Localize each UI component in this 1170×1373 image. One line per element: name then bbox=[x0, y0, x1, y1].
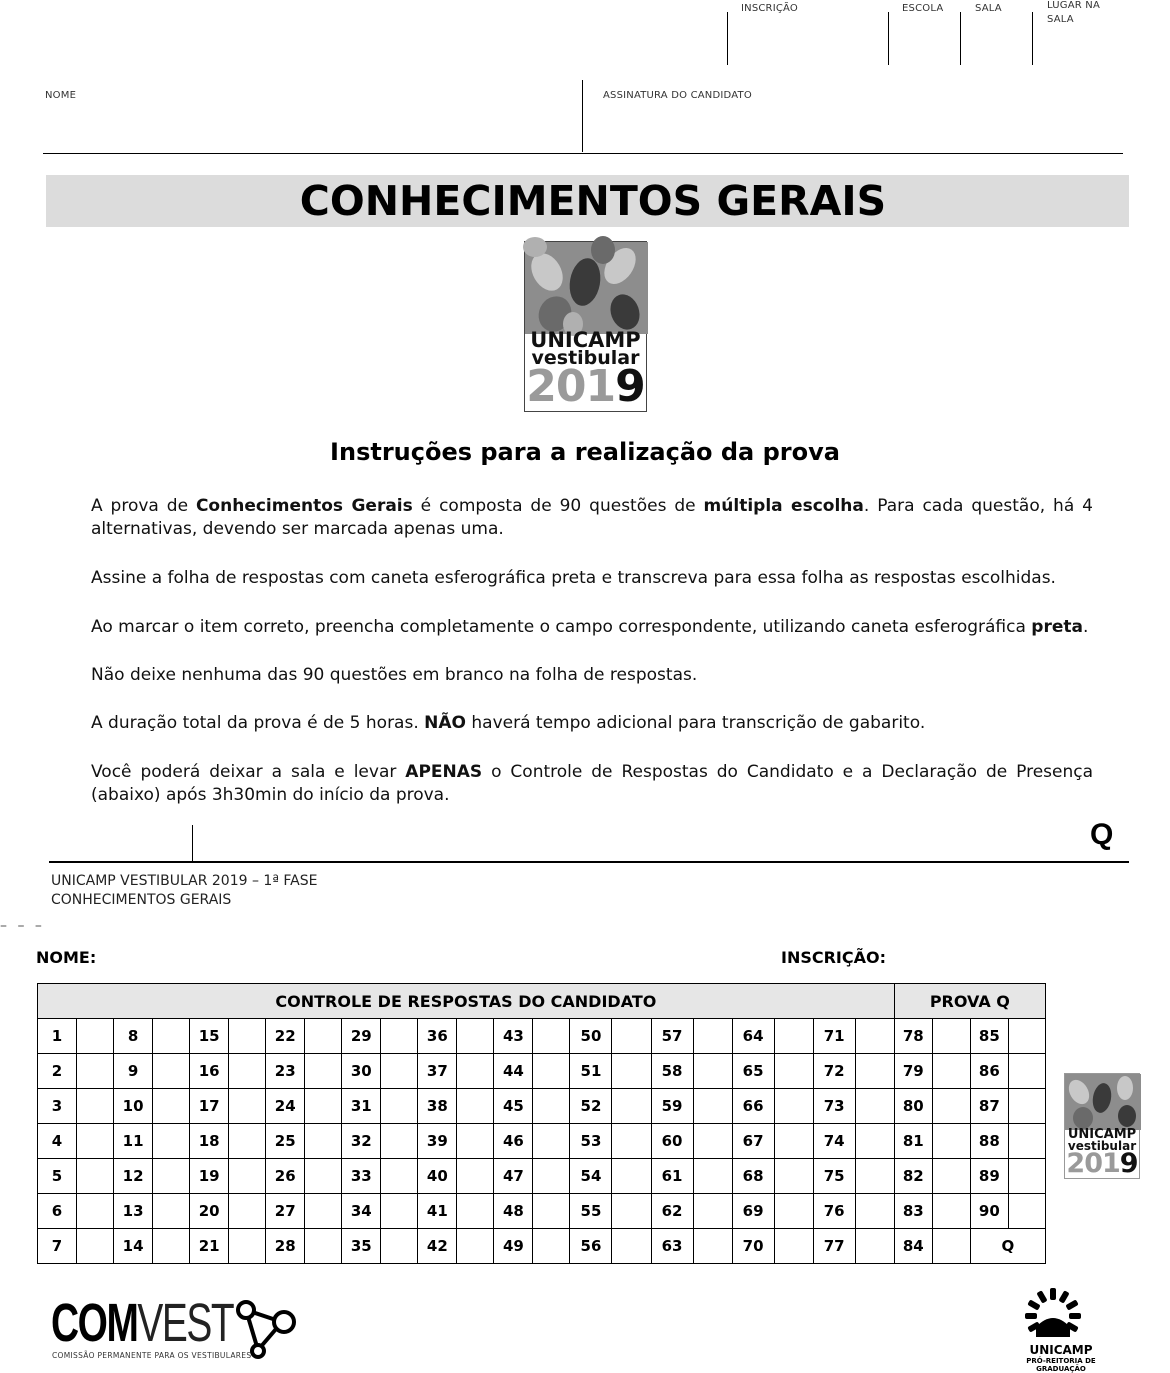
question-number: 51 bbox=[570, 1054, 612, 1089]
question-number: 77 bbox=[813, 1229, 855, 1264]
assinatura-label: ASSINATURA DO CANDIDATO bbox=[603, 90, 752, 101]
logo-year-prefix: 201 bbox=[526, 361, 616, 412]
answer-cell[interactable] bbox=[774, 1019, 813, 1054]
answer-cell[interactable] bbox=[612, 1194, 651, 1229]
question-number: 86 bbox=[970, 1054, 1008, 1089]
question-number: 56 bbox=[570, 1229, 612, 1264]
answer-cell[interactable] bbox=[533, 1089, 570, 1124]
question-number: 54 bbox=[570, 1159, 612, 1194]
answer-cell[interactable] bbox=[855, 1194, 894, 1229]
question-number: 78 bbox=[894, 1019, 932, 1054]
table-row bbox=[38, 1229, 1046, 1264]
text-run-bold: NÃO bbox=[424, 713, 466, 733]
question-number: 90 bbox=[970, 1194, 1008, 1229]
escola-label: ESCOLA bbox=[902, 3, 944, 14]
question-number: 71 bbox=[813, 1019, 855, 1054]
answer-cell[interactable] bbox=[693, 1124, 732, 1159]
logo-year bbox=[1065, 1150, 1139, 1178]
question-number: 20 bbox=[190, 1194, 229, 1229]
table-row bbox=[38, 1019, 1046, 1054]
question-number: 50 bbox=[570, 1019, 612, 1054]
divider bbox=[888, 12, 889, 65]
answer-cell[interactable] bbox=[612, 1229, 651, 1264]
version-rule bbox=[49, 861, 1129, 863]
text-run: A duração total da prova é de 5 horas. bbox=[91, 713, 425, 733]
question-number: 30 bbox=[342, 1054, 381, 1089]
version-letter: Q bbox=[1090, 818, 1114, 851]
instruction-paragraph-1 bbox=[91, 495, 1093, 541]
question-number: 11 bbox=[114, 1124, 153, 1159]
answer-cell[interactable] bbox=[229, 1229, 266, 1264]
answer-cell[interactable] bbox=[612, 1019, 651, 1054]
question-number: 23 bbox=[266, 1054, 305, 1089]
form-nome-label: NOME: bbox=[36, 948, 97, 967]
answer-cell[interactable] bbox=[229, 1054, 266, 1089]
question-number: 60 bbox=[651, 1124, 693, 1159]
question-number: 68 bbox=[732, 1159, 774, 1194]
answer-cell[interactable] bbox=[774, 1194, 813, 1229]
answer-cell[interactable] bbox=[1008, 1019, 1045, 1054]
instructions-heading: Instruções para a realização da prova bbox=[330, 438, 840, 466]
answer-cell[interactable] bbox=[381, 1229, 418, 1264]
question-number: 44 bbox=[494, 1054, 533, 1089]
question-number: 36 bbox=[418, 1019, 457, 1054]
question-number: 9 bbox=[114, 1054, 153, 1089]
answer-cell[interactable] bbox=[533, 1054, 570, 1089]
question-number: 29 bbox=[342, 1019, 381, 1054]
logo-year bbox=[525, 361, 646, 412]
inscricao-label: INSCRIÇÃO bbox=[741, 3, 798, 14]
answer-cell[interactable] bbox=[774, 1159, 813, 1194]
text-run: haverá tempo adicional para transcrição de gabarito. bbox=[465, 713, 926, 733]
unicamp-seal-name: UNICAMP bbox=[1029, 1343, 1093, 1357]
answer-cell[interactable] bbox=[457, 1089, 494, 1124]
divider bbox=[1032, 12, 1033, 65]
question-number: 47 bbox=[494, 1159, 533, 1194]
answer-cell[interactable] bbox=[533, 1194, 570, 1229]
question-number: 17 bbox=[190, 1089, 229, 1124]
question-number: 83 bbox=[894, 1194, 932, 1229]
question-number: 61 bbox=[651, 1159, 693, 1194]
question-number: 59 bbox=[651, 1089, 693, 1124]
table-row bbox=[38, 1054, 1046, 1089]
answer-cell[interactable] bbox=[153, 1124, 190, 1159]
answer-cell[interactable] bbox=[932, 1124, 970, 1159]
question-number: 18 bbox=[190, 1124, 229, 1159]
logo-year-suffix: 9 bbox=[615, 361, 645, 412]
unicamp-seal-subtitle: PRÓ-REITORIA DE GRADUAÇÃO bbox=[1026, 1357, 1096, 1373]
answer-cell[interactable] bbox=[153, 1229, 190, 1264]
answer-cell[interactable] bbox=[305, 1194, 342, 1229]
question-number: 58 bbox=[651, 1054, 693, 1089]
question-number: 39 bbox=[418, 1124, 457, 1159]
answer-cell[interactable] bbox=[533, 1124, 570, 1159]
text-run-bold: Conhecimentos Gerais bbox=[195, 496, 413, 516]
unicamp-vestibular-logo bbox=[524, 241, 647, 412]
answer-cell[interactable] bbox=[1008, 1124, 1045, 1159]
answer-cell[interactable] bbox=[153, 1159, 190, 1194]
question-number: 4 bbox=[38, 1124, 77, 1159]
question-number: 57 bbox=[651, 1019, 693, 1054]
answer-cell[interactable] bbox=[77, 1124, 114, 1159]
question-number: 82 bbox=[894, 1159, 932, 1194]
comvest-bold: COM bbox=[51, 1293, 138, 1353]
table-row bbox=[38, 1089, 1046, 1124]
question-number: 8 bbox=[114, 1019, 153, 1054]
question-number: 48 bbox=[494, 1194, 533, 1229]
question-number: 80 bbox=[894, 1089, 932, 1124]
hands-icon bbox=[525, 242, 648, 334]
answer-cell[interactable] bbox=[381, 1159, 418, 1194]
answer-cell[interactable] bbox=[1008, 1089, 1045, 1124]
answer-cell[interactable] bbox=[381, 1019, 418, 1054]
question-number: 19 bbox=[190, 1159, 229, 1194]
question-number: 12 bbox=[114, 1159, 153, 1194]
cut-line: – – – bbox=[0, 918, 45, 934]
version-cell: Q bbox=[970, 1229, 1045, 1264]
text-run: o Controle de Respostas do Candidato e a Declaração de Presença (abaixo) após 3h30min do início da prova. bbox=[91, 762, 1094, 805]
answer-cell[interactable] bbox=[457, 1194, 494, 1229]
answer-cell[interactable] bbox=[932, 1019, 970, 1054]
unicamp-seal-icon bbox=[1024, 1287, 1082, 1343]
answer-cell[interactable] bbox=[457, 1229, 494, 1264]
question-number: 7 bbox=[38, 1229, 77, 1264]
exam-subject-label: CONHECIMENTOS GERAIS bbox=[51, 892, 232, 908]
answer-cell[interactable] bbox=[533, 1159, 570, 1194]
question-number: 42 bbox=[418, 1229, 457, 1264]
question-number: 73 bbox=[813, 1089, 855, 1124]
question-number: 45 bbox=[494, 1089, 533, 1124]
answer-cell[interactable] bbox=[381, 1194, 418, 1229]
answer-cell[interactable] bbox=[774, 1124, 813, 1159]
logo-unicamp-text: UNICAMP bbox=[530, 328, 641, 352]
question-number: 37 bbox=[418, 1054, 457, 1089]
question-number: 69 bbox=[732, 1194, 774, 1229]
answer-cell[interactable] bbox=[381, 1089, 418, 1124]
answer-cell[interactable] bbox=[855, 1159, 894, 1194]
question-number: 27 bbox=[266, 1194, 305, 1229]
divider bbox=[960, 12, 961, 65]
answer-cell[interactable] bbox=[77, 1054, 114, 1089]
question-number: 75 bbox=[813, 1159, 855, 1194]
answer-cell[interactable] bbox=[305, 1089, 342, 1124]
answer-cell[interactable] bbox=[305, 1019, 342, 1054]
lugar-label-line1: LUGAR NA bbox=[1047, 0, 1101, 11]
question-number: 46 bbox=[494, 1124, 533, 1159]
answer-cell[interactable] bbox=[153, 1089, 190, 1124]
question-number: 24 bbox=[266, 1089, 305, 1124]
question-number: 13 bbox=[114, 1194, 153, 1229]
question-number: 85 bbox=[970, 1019, 1008, 1054]
answer-cell[interactable] bbox=[229, 1089, 266, 1124]
question-number: 33 bbox=[342, 1159, 381, 1194]
question-number: 52 bbox=[570, 1089, 612, 1124]
question-number: 74 bbox=[813, 1124, 855, 1159]
table-row bbox=[38, 1159, 1046, 1194]
answer-cell[interactable] bbox=[305, 1054, 342, 1089]
question-number: 10 bbox=[114, 1089, 153, 1124]
answer-cell[interactable] bbox=[612, 1054, 651, 1089]
text-run: Ao marcar o item correto, preencha completamente o campo correspondente, utilizando caneta esferográfica bbox=[91, 617, 1032, 637]
question-number: 49 bbox=[494, 1229, 533, 1264]
question-number: 65 bbox=[732, 1054, 774, 1089]
text-run-bold: APENAS bbox=[405, 762, 483, 782]
answer-cell[interactable] bbox=[693, 1054, 732, 1089]
question-number: 62 bbox=[651, 1194, 693, 1229]
question-number: 89 bbox=[970, 1159, 1008, 1194]
answer-cell[interactable] bbox=[932, 1089, 970, 1124]
answer-cell[interactable] bbox=[855, 1229, 894, 1264]
answer-cell[interactable] bbox=[612, 1124, 651, 1159]
comvest-subtitle: COMISSÃO PERMANENTE PARA OS VESTIBULARES bbox=[52, 1351, 252, 1360]
answer-cell[interactable] bbox=[153, 1054, 190, 1089]
answer-cell[interactable] bbox=[533, 1229, 570, 1264]
question-number: 79 bbox=[894, 1054, 932, 1089]
instruction-paragraph-3 bbox=[91, 616, 1093, 639]
question-number: 84 bbox=[894, 1229, 932, 1264]
text-run-bold: múltipla escolha bbox=[703, 496, 864, 516]
answer-cell[interactable] bbox=[77, 1089, 114, 1124]
answer-cell[interactable] bbox=[774, 1054, 813, 1089]
comvest-light: VEST bbox=[137, 1293, 234, 1353]
answer-cell[interactable] bbox=[153, 1194, 190, 1229]
text-run: . bbox=[1082, 617, 1089, 637]
question-number: 1 bbox=[38, 1019, 77, 1054]
table-header: CONTROLE DE RESPOSTAS DO CANDIDATO bbox=[38, 984, 895, 1019]
answer-cell[interactable] bbox=[932, 1194, 970, 1229]
answer-cell[interactable] bbox=[612, 1159, 651, 1194]
question-number: 21 bbox=[190, 1229, 229, 1264]
question-number: 72 bbox=[813, 1054, 855, 1089]
question-number: 81 bbox=[894, 1124, 932, 1159]
unicamp-vestibular-logo-small bbox=[1064, 1073, 1140, 1179]
logo-vestibular-text: vestibular bbox=[531, 347, 640, 369]
question-number: 63 bbox=[651, 1229, 693, 1264]
question-number: 6 bbox=[38, 1194, 77, 1229]
nome-label: NOME bbox=[45, 90, 77, 101]
question-number: 88 bbox=[970, 1124, 1008, 1159]
answer-cell[interactable] bbox=[229, 1019, 266, 1054]
answer-cell[interactable] bbox=[305, 1159, 342, 1194]
question-number: 14 bbox=[114, 1229, 153, 1264]
question-number: 53 bbox=[570, 1124, 612, 1159]
answer-cell[interactable] bbox=[932, 1159, 970, 1194]
question-number: 41 bbox=[418, 1194, 457, 1229]
question-number: 66 bbox=[732, 1089, 774, 1124]
answer-cell[interactable] bbox=[229, 1124, 266, 1159]
question-number: 34 bbox=[342, 1194, 381, 1229]
question-number: 32 bbox=[342, 1124, 381, 1159]
question-number: 38 bbox=[418, 1089, 457, 1124]
hands-icon bbox=[1065, 1074, 1141, 1130]
logo-unicamp-text: UNICAMP bbox=[1067, 1127, 1137, 1142]
answer-cell[interactable] bbox=[693, 1229, 732, 1264]
page-title: CONHECIMENTOS GERAIS bbox=[299, 177, 887, 225]
question-number: 64 bbox=[732, 1019, 774, 1054]
answer-cell[interactable] bbox=[77, 1194, 114, 1229]
answer-cell[interactable] bbox=[855, 1019, 894, 1054]
logo-year-suffix: 9 bbox=[1119, 1148, 1138, 1179]
answer-cell[interactable] bbox=[932, 1229, 970, 1264]
answer-cell[interactable] bbox=[153, 1019, 190, 1054]
comvest-logo bbox=[51, 1292, 233, 1354]
answer-cell[interactable] bbox=[457, 1054, 494, 1089]
answer-cell[interactable] bbox=[533, 1019, 570, 1054]
question-number: 87 bbox=[970, 1089, 1008, 1124]
question-number: 31 bbox=[342, 1089, 381, 1124]
divider bbox=[582, 80, 583, 152]
question-number: 25 bbox=[266, 1124, 305, 1159]
answer-cell[interactable] bbox=[229, 1194, 266, 1229]
text-run: . Para cada questão, há 4 alternativas, devendo ser marcada apenas uma. bbox=[91, 496, 1093, 539]
answer-cell[interactable] bbox=[1008, 1159, 1045, 1194]
answer-cell[interactable] bbox=[1008, 1054, 1045, 1089]
answer-cell[interactable] bbox=[77, 1019, 114, 1054]
table-row bbox=[38, 1194, 1046, 1229]
prova-label: PROVA Q bbox=[894, 984, 1045, 1019]
answer-cell[interactable] bbox=[77, 1159, 114, 1194]
answer-cell[interactable] bbox=[855, 1124, 894, 1159]
answer-cell[interactable] bbox=[855, 1054, 894, 1089]
logo-vestibular-text: vestibular bbox=[1067, 1139, 1137, 1153]
answer-cell[interactable] bbox=[1008, 1194, 1045, 1229]
answer-cell[interactable] bbox=[381, 1054, 418, 1089]
answer-cell[interactable] bbox=[305, 1124, 342, 1159]
instruction-paragraph-4: Não deixe nenhuma das 90 questões em branco na folha de respostas. bbox=[91, 665, 698, 685]
answer-cell[interactable] bbox=[693, 1019, 732, 1054]
table-row bbox=[38, 1124, 1046, 1159]
question-number: 67 bbox=[732, 1124, 774, 1159]
sala-label: SALA bbox=[975, 3, 1002, 14]
question-number: 26 bbox=[266, 1159, 305, 1194]
question-number: 76 bbox=[813, 1194, 855, 1229]
question-number: 16 bbox=[190, 1054, 229, 1089]
text-run: Você poderá deixar a sala e levar bbox=[91, 762, 406, 782]
question-number: 43 bbox=[494, 1019, 533, 1054]
answer-cell[interactable] bbox=[305, 1229, 342, 1264]
answer-cell[interactable] bbox=[612, 1089, 651, 1124]
answer-cell[interactable] bbox=[855, 1089, 894, 1124]
instruction-paragraph-5 bbox=[91, 712, 1093, 735]
answer-cell[interactable] bbox=[774, 1229, 813, 1264]
divider bbox=[727, 12, 728, 65]
answer-cell[interactable] bbox=[381, 1124, 418, 1159]
answer-cell[interactable] bbox=[229, 1159, 266, 1194]
question-number: 55 bbox=[570, 1194, 612, 1229]
answer-control-table bbox=[37, 983, 1046, 1264]
logo-year-prefix: 201 bbox=[1066, 1148, 1120, 1179]
text-run-bold: preta bbox=[1031, 617, 1083, 637]
question-number: 28 bbox=[266, 1229, 305, 1264]
answer-cell[interactable] bbox=[457, 1124, 494, 1159]
question-number: 15 bbox=[190, 1019, 229, 1054]
question-number: 70 bbox=[732, 1229, 774, 1264]
answer-cell[interactable] bbox=[457, 1019, 494, 1054]
header-rule bbox=[43, 153, 1123, 154]
answer-cell[interactable] bbox=[774, 1089, 813, 1124]
form-inscricao-label: INSCRIÇÃO: bbox=[781, 948, 887, 967]
question-number: 40 bbox=[418, 1159, 457, 1194]
question-number: 35 bbox=[342, 1229, 381, 1264]
answer-cell[interactable] bbox=[693, 1159, 732, 1194]
question-number: 2 bbox=[38, 1054, 77, 1089]
question-number: 5 bbox=[38, 1159, 77, 1194]
lugar-label-line2: SALA bbox=[1047, 14, 1074, 25]
answer-cell[interactable] bbox=[457, 1159, 494, 1194]
text-run: A prova de bbox=[91, 496, 196, 516]
answer-cell[interactable] bbox=[932, 1054, 970, 1089]
question-number: 22 bbox=[266, 1019, 305, 1054]
instruction-paragraph-6 bbox=[91, 761, 1093, 807]
answer-cell[interactable] bbox=[693, 1089, 732, 1124]
text-run: é composta de 90 questões de bbox=[412, 496, 704, 516]
divider bbox=[192, 825, 193, 862]
answer-cell[interactable] bbox=[693, 1194, 732, 1229]
exam-phase-label: UNICAMP VESTIBULAR 2019 – 1ª FASE bbox=[51, 873, 318, 889]
question-number: 3 bbox=[38, 1089, 77, 1124]
answer-cell[interactable] bbox=[77, 1229, 114, 1264]
instruction-paragraph-2: Assine a folha de respostas com caneta esferográfica preta e transcreva para essa folha as respostas escolhidas. bbox=[91, 568, 1056, 588]
